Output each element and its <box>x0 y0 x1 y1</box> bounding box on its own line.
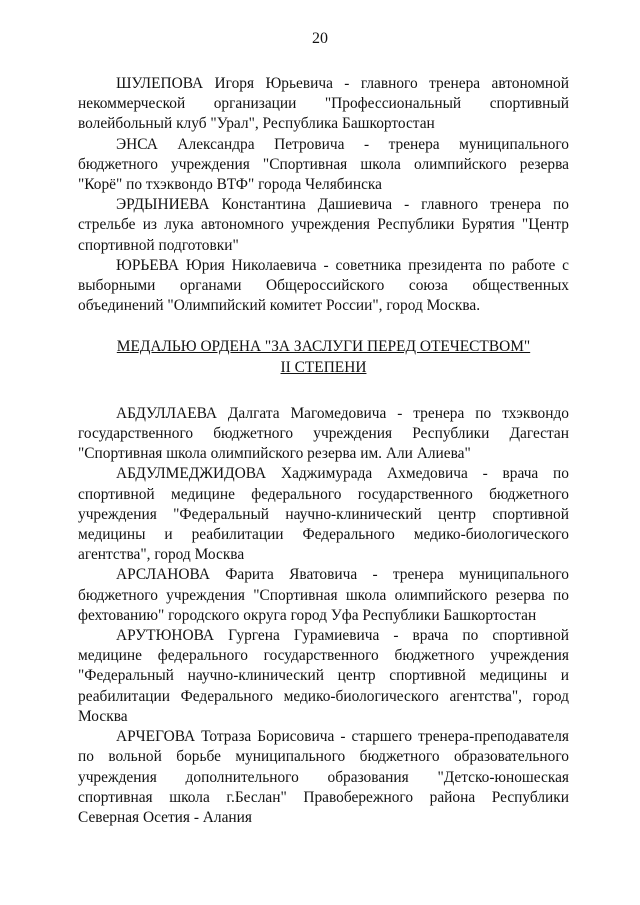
award-entry: АБДУЛЛАЕВА Далгата Магомедовича - тренера по тхэквондо государственного бюджетного учреждения Республики Дагестан "Спортивная школа олимпийского резерва им. Али Алиева" <box>78 404 569 463</box>
award-entry: АБДУЛМЕДЖИДОВА Хаджимурада Ахмедовича - врача по спортивной медицине федерального государственного бюджетного учреждения "Федеральный научно-клинический центр спортивной медицины и реабилитации Федерального медико-биологического агентства", город Москва <box>78 465 569 564</box>
award-entry: АРУТЮНОВА Гургена Гурамиевича - врача по спортивной медицине федерального государственного бюджетного учреждения "Федеральный научно-клинический центр спортивной медицины и реабилитации Федерального медико-биологического агентства", город Москва <box>78 627 569 725</box>
award-entry: ШУЛЕПОВА Игоря Юрьевича - главного тренера автономной некоммерческой организации "Профессиональный спортивный волейбольный клуб "Урал", Республика Башкортостан <box>78 75 569 133</box>
section-heading-line1: МЕДАЛЬЮ ОРДЕНА "ЗА ЗАСЛУГИ ПЕРЕД ОТЕЧЕСТВОМ" <box>116 338 531 356</box>
section-heading <box>78 337 569 377</box>
award-entry: АРЧЕГОВА Тотраза Борисовича - старшего тренера-преподавателя по вольной борьбе муниципального бюджетного образовательного учреждения дополнительного образования "Детско-юношеская спортивная школа г.Беслан" Правобережного района Республики Северная Осетия - Алания <box>78 728 569 826</box>
award-entry: ЮРЬЕВА Юрия Николаевича - советника президента по работе с выборными органами Общероссийского союза общественных объединений "Олимпийский комитет России", город Москва. <box>78 256 569 315</box>
page-number: 20 <box>312 30 328 47</box>
document-body <box>78 74 569 828</box>
award-entry: ЭРДЫНИЕВА Константина Дашиевича - главного тренера по стрельбе из лука автономного учреждения Республики Бурятия "Центр спортивной подготовки" <box>78 196 569 254</box>
award-entry: ЭНСА Александра Петровича - тренера муниципального бюджетного учреждения "Спортивная школа олимпийского резерва "Корё" по тхэквондо ВТФ" города Челябинска <box>78 135 569 194</box>
section-heading-line2: II СТЕПЕНИ <box>280 358 367 376</box>
award-entry: АРСЛАНОВА Фарита Яватовича - тренера муниципального бюджетного учреждения "Спортивная школа олимпийского резерва по фехтованию" городского округа город Уфа Республики Башкортостан <box>78 566 569 624</box>
